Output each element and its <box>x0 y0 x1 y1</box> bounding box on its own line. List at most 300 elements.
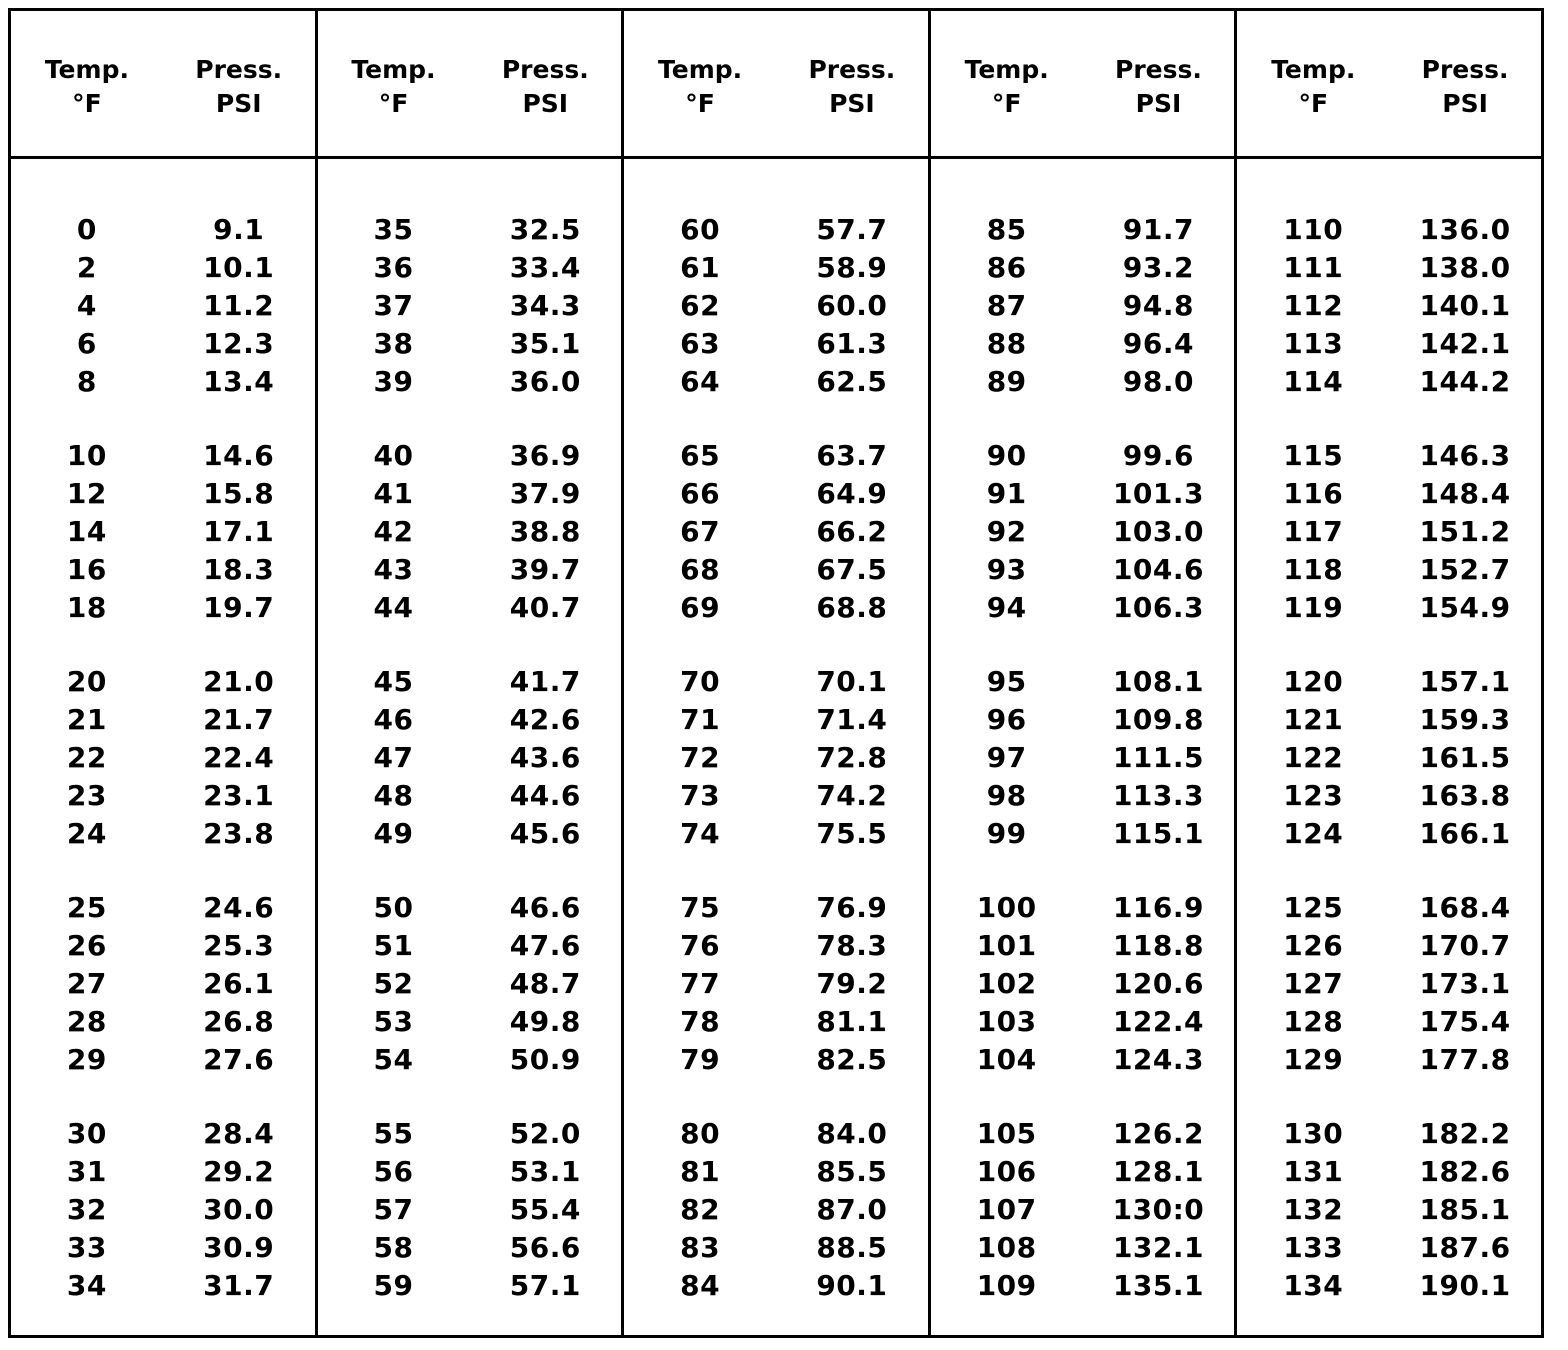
temp-cell: 57 <box>373 1192 414 1226</box>
table-row <box>318 1040 622 1078</box>
row-block <box>1237 437 1541 626</box>
table-row <box>318 776 622 814</box>
table-row <box>11 1040 315 1078</box>
press-cell: 34.3 <box>509 288 581 322</box>
temp-cell: 65 <box>680 439 721 473</box>
press-cell: 11.2 <box>203 288 275 322</box>
temp-cell: 116 <box>1283 477 1344 511</box>
table-row <box>624 965 928 1003</box>
table-row <box>624 249 928 287</box>
press-cell: 182.6 <box>1419 1155 1511 1189</box>
press-cell: 118.8 <box>1112 929 1205 963</box>
table-row <box>318 588 622 626</box>
temp-header <box>318 11 470 156</box>
press-header-unit: PSI <box>215 89 262 118</box>
press-cell: 99.6 <box>1122 439 1195 473</box>
table-row <box>1237 211 1541 249</box>
temp-cell: 62 <box>680 288 721 322</box>
table-row <box>624 739 928 777</box>
press-cell: 67.5 <box>816 552 888 586</box>
table-header <box>624 11 928 159</box>
press-cell: 29.2 <box>203 1155 275 1189</box>
temp-cell: 8 <box>76 364 97 398</box>
press-cell: 9.1 <box>213 213 265 247</box>
table-row <box>11 701 315 739</box>
temp-cell: 60 <box>680 213 721 247</box>
temp-cell: 71 <box>680 703 721 737</box>
table-row <box>318 663 622 701</box>
table-row <box>1237 287 1541 325</box>
table-row <box>11 663 315 701</box>
table-row <box>11 588 315 626</box>
table-row <box>931 701 1235 739</box>
press-cell: 151.2 <box>1419 514 1511 548</box>
press-cell: 37.9 <box>509 477 581 511</box>
temp-cell: 119 <box>1283 590 1344 624</box>
temp-cell: 52 <box>373 966 414 1000</box>
temp-cell: 75 <box>680 891 721 925</box>
table-row <box>931 437 1235 475</box>
table-row <box>624 287 928 325</box>
temp-cell: 39 <box>373 364 414 398</box>
press-cell: 40.7 <box>509 590 581 624</box>
row-block <box>624 211 928 400</box>
press-header-label: Press. <box>808 55 896 84</box>
table-row <box>1237 324 1541 362</box>
press-cell: 152.7 <box>1419 552 1511 586</box>
temp-cell: 99 <box>986 816 1027 850</box>
table-row <box>624 701 928 739</box>
table-row <box>11 287 315 325</box>
table-body <box>11 159 315 1304</box>
temp-cell: 37 <box>373 288 414 322</box>
temp-cell: 87 <box>986 288 1027 322</box>
table-row <box>11 550 315 588</box>
press-cell: 36.9 <box>509 439 581 473</box>
temp-header <box>1237 11 1389 156</box>
temp-cell: 106 <box>976 1155 1037 1189</box>
temp-cell: 110 <box>1283 213 1344 247</box>
press-header-label: Press. <box>1421 55 1509 84</box>
temp-cell: 41 <box>373 477 414 511</box>
press-cell: 124.3 <box>1112 1042 1205 1076</box>
press-cell: 91.7 <box>1122 213 1195 247</box>
temp-cell: 2 <box>76 251 97 285</box>
table-row <box>11 1153 315 1191</box>
temp-cell: 40 <box>373 439 414 473</box>
temp-cell: 121 <box>1283 703 1344 737</box>
table-row <box>11 776 315 814</box>
temp-cell: 124 <box>1283 816 1344 850</box>
press-cell: 175.4 <box>1419 1004 1511 1038</box>
temp-cell: 89 <box>986 364 1027 398</box>
table-row <box>624 1040 928 1078</box>
press-header <box>163 11 315 156</box>
temp-header-label: Temp. <box>44 55 129 84</box>
temp-cell: 32 <box>66 1192 107 1226</box>
press-cell: 173.1 <box>1419 966 1511 1000</box>
table-row <box>11 1002 315 1040</box>
table-row <box>11 324 315 362</box>
table-header <box>11 11 315 159</box>
table-row <box>1237 437 1541 475</box>
press-cell: 26.8 <box>203 1004 275 1038</box>
row-block <box>1237 889 1541 1078</box>
press-cell: 96.4 <box>1122 326 1195 360</box>
table-row <box>931 1040 1235 1078</box>
table-row <box>318 1191 622 1229</box>
table-row <box>318 475 622 513</box>
table-column-group <box>1237 11 1541 1335</box>
table-row <box>931 776 1235 814</box>
table-row <box>11 889 315 927</box>
temp-cell: 53 <box>373 1004 414 1038</box>
table-row <box>318 211 622 249</box>
press-cell: 46.6 <box>509 891 581 925</box>
temp-cell: 115 <box>1283 439 1344 473</box>
press-header-label: Press. <box>1115 55 1202 84</box>
press-cell: 57.7 <box>816 213 888 247</box>
temp-cell: 66 <box>680 477 721 511</box>
press-header-label: Press. <box>501 55 589 84</box>
temp-cell: 73 <box>680 778 721 812</box>
press-cell: 30.9 <box>203 1230 275 1264</box>
temp-cell: 81 <box>680 1155 721 1189</box>
press-cell: 23.1 <box>203 778 275 812</box>
table-row <box>1237 701 1541 739</box>
temp-cell: 112 <box>1283 288 1344 322</box>
table-header <box>931 11 1235 159</box>
table-row <box>624 1266 928 1304</box>
table-row <box>624 324 928 362</box>
press-cell: 93.2 <box>1122 251 1195 285</box>
temp-cell: 43 <box>373 552 414 586</box>
temp-cell: 76 <box>680 929 721 963</box>
press-cell: 163.8 <box>1419 778 1511 812</box>
press-cell: 64.9 <box>816 477 888 511</box>
table-row <box>318 1266 622 1304</box>
row-block <box>11 889 315 1078</box>
table-row <box>931 475 1235 513</box>
press-cell: 47.6 <box>509 929 581 963</box>
table-row <box>318 1002 622 1040</box>
temp-cell: 125 <box>1283 891 1344 925</box>
temp-cell: 77 <box>680 966 721 1000</box>
temp-cell: 21 <box>66 703 107 737</box>
press-cell: 101.3 <box>1112 477 1205 511</box>
table-row <box>1237 889 1541 927</box>
table-row <box>318 739 622 777</box>
table-column-group <box>931 11 1238 1335</box>
press-header <box>1083 11 1235 156</box>
temp-cell: 42 <box>373 514 414 548</box>
table-row <box>931 739 1235 777</box>
press-cell: 132.1 <box>1112 1230 1205 1264</box>
press-cell: 130:0 <box>1112 1192 1205 1226</box>
press-cell: 81.1 <box>816 1004 888 1038</box>
table-row <box>318 287 622 325</box>
table-row <box>1237 513 1541 551</box>
temp-cell: 22 <box>66 740 107 774</box>
press-cell: 30.0 <box>203 1192 275 1226</box>
table-row <box>318 701 622 739</box>
temp-cell: 44 <box>373 590 414 624</box>
press-cell: 78.3 <box>816 929 888 963</box>
press-cell: 68.8 <box>816 590 888 624</box>
table-row <box>318 1153 622 1191</box>
press-cell: 90.1 <box>816 1268 888 1302</box>
press-cell: 27.6 <box>203 1042 275 1076</box>
temp-cell: 96 <box>986 703 1027 737</box>
table-row <box>1237 362 1541 400</box>
temp-cell: 61 <box>680 251 721 285</box>
table-body <box>318 159 622 1304</box>
temp-cell: 6 <box>76 326 97 360</box>
temp-cell: 83 <box>680 1230 721 1264</box>
temp-cell: 78 <box>680 1004 721 1038</box>
press-cell: 61.3 <box>816 326 888 360</box>
table-row <box>318 362 622 400</box>
table-row <box>624 814 928 852</box>
temp-cell: 134 <box>1283 1268 1344 1302</box>
temp-cell: 85 <box>986 213 1027 247</box>
temp-cell: 16 <box>66 552 107 586</box>
press-cell: 21.0 <box>203 665 275 699</box>
table-row <box>1237 1040 1541 1078</box>
table-row <box>931 1115 1235 1153</box>
table-row <box>931 814 1235 852</box>
table-row <box>624 1191 928 1229</box>
table-row <box>624 1153 928 1191</box>
table-header <box>318 11 622 159</box>
table-row <box>1237 739 1541 777</box>
table-row <box>11 1115 315 1153</box>
press-cell: 74.2 <box>816 778 888 812</box>
temp-cell: 127 <box>1283 966 1344 1000</box>
table-row <box>11 249 315 287</box>
table-row <box>1237 588 1541 626</box>
press-cell: 45.6 <box>509 816 581 850</box>
press-cell: 52.0 <box>509 1117 581 1151</box>
temp-cell: 128 <box>1283 1004 1344 1038</box>
temp-cell: 117 <box>1283 514 1344 548</box>
table-row <box>931 362 1235 400</box>
press-cell: 94.8 <box>1122 288 1195 322</box>
press-cell: 144.2 <box>1419 364 1511 398</box>
press-cell: 148.4 <box>1419 477 1511 511</box>
press-cell: 111.5 <box>1112 740 1205 774</box>
press-cell: 82.5 <box>816 1042 888 1076</box>
table-row <box>931 663 1235 701</box>
temp-cell: 48 <box>373 778 414 812</box>
table-row <box>11 362 315 400</box>
temp-cell: 38 <box>373 326 414 360</box>
press-cell: 146.3 <box>1419 439 1511 473</box>
table-row <box>318 1115 622 1153</box>
temp-cell: 56 <box>373 1155 414 1189</box>
temp-cell: 47 <box>373 740 414 774</box>
press-cell: 98.0 <box>1122 364 1195 398</box>
press-cell: 58.9 <box>816 251 888 285</box>
table-row <box>931 1228 1235 1266</box>
table-row <box>1237 1115 1541 1153</box>
press-cell: 79.2 <box>816 966 888 1000</box>
temp-cell: 58 <box>373 1230 414 1264</box>
press-cell: 56.6 <box>509 1230 581 1264</box>
table-row <box>11 475 315 513</box>
press-cell: 122.4 <box>1112 1004 1205 1038</box>
row-block <box>318 663 622 852</box>
press-cell: 43.6 <box>509 740 581 774</box>
temp-cell: 105 <box>976 1117 1037 1151</box>
row-block <box>931 663 1235 852</box>
table-row <box>318 550 622 588</box>
temp-cell: 59 <box>373 1268 414 1302</box>
table-row <box>318 965 622 1003</box>
temp-cell: 103 <box>976 1004 1037 1038</box>
table-row <box>931 1266 1235 1304</box>
table-row <box>624 1002 928 1040</box>
table-row <box>1237 550 1541 588</box>
table-row <box>624 1228 928 1266</box>
temp-cell: 91 <box>986 477 1027 511</box>
row-block <box>318 211 622 400</box>
press-cell: 42.6 <box>509 703 581 737</box>
press-cell: 168.4 <box>1419 891 1511 925</box>
temp-header-label: Temp. <box>351 55 436 84</box>
table-row <box>1237 1228 1541 1266</box>
temp-cell: 14 <box>66 514 107 548</box>
temp-cell: 4 <box>76 288 97 322</box>
temp-cell: 94 <box>986 590 1027 624</box>
temp-header-label: Temp. <box>1271 55 1356 84</box>
press-header-unit: PSI <box>1442 89 1488 118</box>
table-row <box>318 513 622 551</box>
temp-cell: 25 <box>66 891 107 925</box>
row-block <box>931 437 1235 626</box>
table-row <box>931 927 1235 965</box>
temp-cell: 82 <box>680 1192 721 1226</box>
row-block <box>1237 1115 1541 1304</box>
row-block <box>318 1115 622 1304</box>
table-row <box>624 362 928 400</box>
temp-cell: 33 <box>66 1230 107 1264</box>
temp-cell: 80 <box>680 1117 721 1151</box>
row-block <box>931 211 1235 400</box>
table-row <box>624 663 928 701</box>
press-cell: 70.1 <box>816 665 888 699</box>
press-cell: 12.3 <box>203 326 275 360</box>
table-row <box>318 437 622 475</box>
temp-cell: 88 <box>986 326 1027 360</box>
temp-cell: 35 <box>373 213 414 247</box>
press-header <box>469 11 621 156</box>
table-row <box>1237 965 1541 1003</box>
row-block <box>624 1115 928 1304</box>
table-body <box>624 159 928 1304</box>
temp-cell: 18 <box>66 590 107 624</box>
temp-header <box>624 11 776 156</box>
temp-cell: 26 <box>66 929 107 963</box>
press-header <box>776 11 928 156</box>
temp-header <box>931 11 1083 156</box>
press-cell: 13.4 <box>203 364 275 398</box>
table-row <box>11 965 315 1003</box>
press-cell: 84.0 <box>816 1117 888 1151</box>
press-cell: 136.0 <box>1419 213 1511 247</box>
row-block <box>624 663 928 852</box>
row-block <box>318 889 622 1078</box>
table-row <box>931 588 1235 626</box>
table-row <box>1237 663 1541 701</box>
table-row <box>1237 1266 1541 1304</box>
temp-header-label: Temp. <box>964 55 1049 84</box>
temp-cell: 23 <box>66 778 107 812</box>
row-block <box>11 437 315 626</box>
temp-cell: 34 <box>66 1268 107 1302</box>
press-cell: 57.1 <box>509 1268 581 1302</box>
temp-cell: 111 <box>1283 251 1344 285</box>
temp-header-unit: °F <box>378 89 409 118</box>
press-cell: 76.9 <box>816 891 888 925</box>
temp-cell: 97 <box>986 740 1027 774</box>
temp-cell: 120 <box>1283 665 1344 699</box>
table-row <box>931 1002 1235 1040</box>
press-cell: 187.6 <box>1419 1230 1511 1264</box>
press-cell: 115.1 <box>1112 816 1205 850</box>
table-row <box>931 249 1235 287</box>
press-cell: 25.3 <box>203 929 275 963</box>
table-row <box>1237 927 1541 965</box>
row-block <box>11 1115 315 1304</box>
temp-cell: 27 <box>66 966 107 1000</box>
temp-cell: 46 <box>373 703 414 737</box>
table-column-group <box>318 11 625 1335</box>
table-row <box>11 814 315 852</box>
table-row <box>318 249 622 287</box>
temp-cell: 113 <box>1283 326 1344 360</box>
row-block <box>931 889 1235 1078</box>
temp-header-label: Temp. <box>658 55 743 84</box>
table-row <box>624 776 928 814</box>
temp-cell: 70 <box>680 665 721 699</box>
temp-cell: 49 <box>373 816 414 850</box>
table-row <box>1237 814 1541 852</box>
table-row <box>931 1191 1235 1229</box>
press-cell: 88.5 <box>816 1230 888 1264</box>
row-block <box>624 437 928 626</box>
row-block <box>1237 663 1541 852</box>
press-cell: 14.6 <box>203 439 275 473</box>
temp-cell: 28 <box>66 1004 107 1038</box>
temp-cell: 74 <box>680 816 721 850</box>
press-cell: 48.7 <box>509 966 581 1000</box>
press-cell: 75.5 <box>816 816 888 850</box>
temp-cell: 130 <box>1283 1117 1344 1151</box>
table-row <box>624 513 928 551</box>
press-cell: 10.1 <box>203 251 275 285</box>
table-row <box>624 889 928 927</box>
press-cell: 113.3 <box>1112 778 1205 812</box>
table-row <box>11 927 315 965</box>
table-row <box>11 513 315 551</box>
table-header <box>1237 11 1541 159</box>
temp-cell: 0 <box>76 213 97 247</box>
table-column-group <box>624 11 931 1335</box>
press-header <box>1389 11 1541 156</box>
temp-cell: 24 <box>66 816 107 850</box>
temp-cell: 98 <box>986 778 1027 812</box>
